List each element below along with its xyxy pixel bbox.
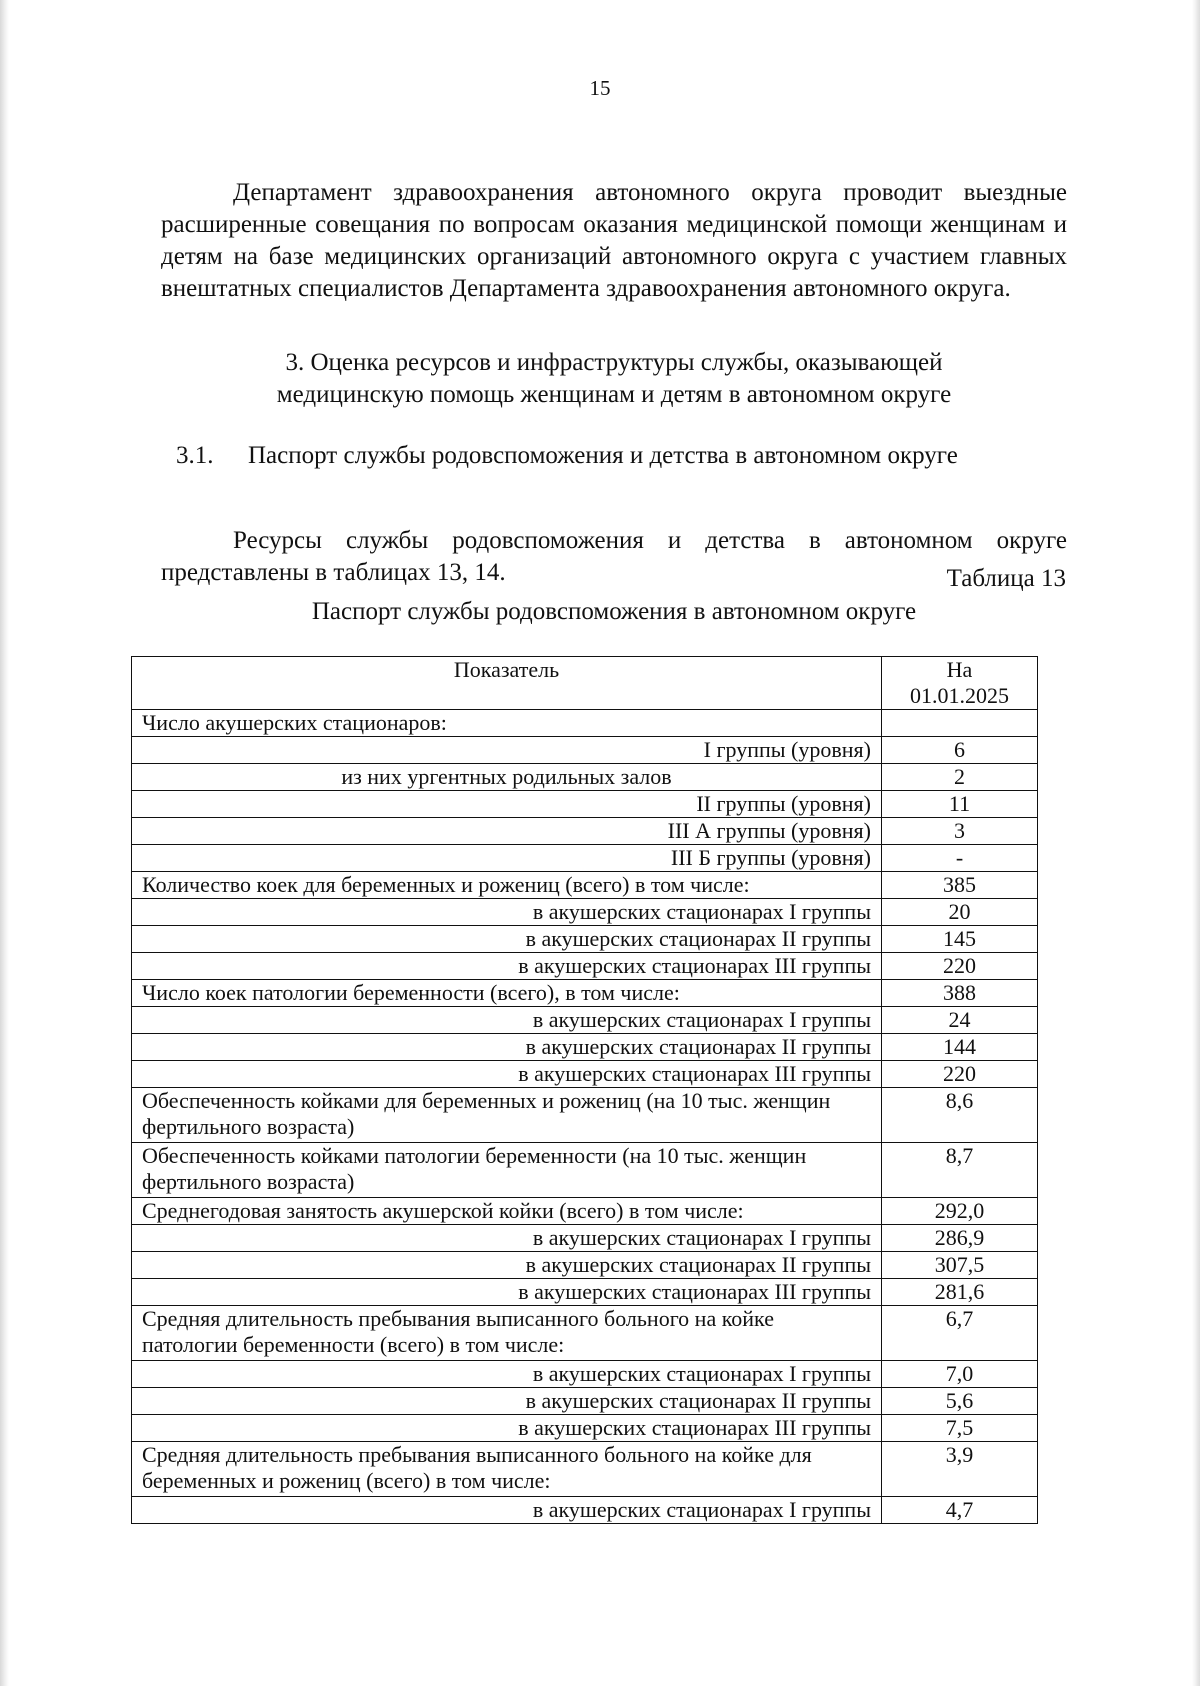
indicator-cell: в акушерских стационарах I группы — [132, 1225, 882, 1252]
table-row — [132, 1143, 1038, 1198]
indicator-cell: в акушерских стационарах I группы — [132, 1361, 882, 1388]
table-row — [132, 926, 1038, 953]
indicator-cell: Обеспеченность койками для беременных и рожениц (на 10 тыс. женщин фертильного возраста) — [132, 1088, 882, 1143]
indicator-cell: Обеспеченность койками патологии беременности (на 10 тыс. женщин фертильного возраста) — [132, 1143, 882, 1198]
table-row — [132, 980, 1038, 1007]
table-row — [132, 899, 1038, 926]
passport-table — [131, 656, 1038, 1524]
table-row — [132, 1442, 1038, 1497]
table-row — [132, 1225, 1038, 1252]
value-cell: 145 — [882, 926, 1038, 953]
subsection-heading — [176, 440, 1076, 472]
value-cell: 7,5 — [882, 1415, 1038, 1442]
value-cell: 11 — [882, 791, 1038, 818]
value-cell: 7,0 — [882, 1361, 1038, 1388]
table-row — [132, 1252, 1038, 1279]
table-row — [132, 1198, 1038, 1225]
value-cell: 3 — [882, 818, 1038, 845]
subsection-number: 3.1. — [176, 442, 214, 469]
value-cell: 2 — [882, 764, 1038, 791]
table-row — [132, 764, 1038, 791]
value-cell: 8,6 — [882, 1088, 1038, 1143]
table-row — [132, 1497, 1038, 1524]
value-cell: 20 — [882, 899, 1038, 926]
indicator-cell: Число коек патологии беременности (всего), в том числе: — [132, 980, 882, 1007]
table-title: Паспорт службы родовспоможения в автономном округе — [311, 598, 917, 625]
indicator-cell: II группы (уровня) — [132, 791, 882, 818]
value-cell: 3,9 — [882, 1442, 1038, 1497]
table-label: Таблица 13 — [946, 565, 1066, 592]
value-cell: 6 — [882, 737, 1038, 764]
table-row — [132, 1361, 1038, 1388]
table-row — [132, 818, 1038, 845]
header-date — [882, 657, 1038, 710]
value-cell: 385 — [882, 872, 1038, 899]
indicator-cell: в акушерских стационарах III группы — [132, 1279, 882, 1306]
table-row — [132, 1306, 1038, 1361]
intro-paragraph: Департамент здравоохранения автономного округа проводит выездные расширенные совещания по вопросам оказания медицинской помощи женщинам и детям на базе медицинских организаций автономного округа с участием главных внештатных специалистов Департамента здравоохранения автономного округа. — [161, 179, 1067, 302]
indicator-cell: в акушерских стационарах III группы — [132, 1061, 882, 1088]
indicator-cell: в акушерских стационарах II группы — [132, 1252, 882, 1279]
table-row — [132, 737, 1038, 764]
table-row — [132, 872, 1038, 899]
value-cell: 220 — [882, 953, 1038, 980]
table-row — [132, 1007, 1038, 1034]
table-row — [132, 1415, 1038, 1442]
table-row — [132, 1061, 1038, 1088]
table-row — [132, 845, 1038, 872]
value-cell: 144 — [882, 1034, 1038, 1061]
header-indicator: Показатель — [132, 657, 882, 710]
indicator-cell: III Б группы (уровня) — [132, 845, 882, 872]
table-row — [132, 710, 1038, 737]
scan-edge-right — [1192, 0, 1200, 1686]
scan-edge-left — [0, 0, 9, 1686]
table-row — [132, 1034, 1038, 1061]
value-cell: - — [882, 845, 1038, 872]
value-cell: 388 — [882, 980, 1038, 1007]
indicator-cell: III А группы (уровня) — [132, 818, 882, 845]
table-row — [132, 953, 1038, 980]
indicator-cell: в акушерских стационарах III группы — [132, 953, 882, 980]
table-row — [132, 1388, 1038, 1415]
indicator-cell: Средняя длительность пребывания выписанного больного на койке для беременных и рожениц (всего) в том числе: — [132, 1442, 882, 1497]
table-row — [132, 1279, 1038, 1306]
value-cell: 292,0 — [882, 1198, 1038, 1225]
resources-paragraph: Ресурсы службы родовспоможения и детства в автономном округе представлены в таблицах 13, 14. — [161, 527, 1067, 586]
indicator-cell: I группы (уровня) — [132, 737, 882, 764]
value-cell: 220 — [882, 1061, 1038, 1088]
value-cell: 8,7 — [882, 1143, 1038, 1198]
subsection-title: Паспорт службы родовспоможения и детства в автономном округе — [248, 442, 958, 469]
indicator-cell: в акушерских стационарах III группы — [132, 1415, 882, 1442]
table-header-row — [132, 657, 1038, 710]
indicator-cell: в акушерских стационарах II группы — [132, 1034, 882, 1061]
value-cell — [882, 710, 1038, 737]
value-cell: 286,9 — [882, 1225, 1038, 1252]
indicator-cell: в акушерских стационарах I группы — [132, 1007, 882, 1034]
indicator-cell: Количество коек для беременных и рожениц (всего) в том числе: — [132, 872, 882, 899]
indicator-cell: в акушерских стационарах I группы — [132, 899, 882, 926]
value-cell: 6,7 — [882, 1306, 1038, 1361]
indicator-cell: в акушерских стационарах II группы — [132, 1388, 882, 1415]
value-cell: 5,6 — [882, 1388, 1038, 1415]
section-heading-line-1: 3. Оценка ресурсов и инфраструктуры службы, оказывающей — [285, 349, 943, 376]
table-row — [132, 1088, 1038, 1143]
page-number: 15 — [589, 76, 611, 100]
indicator-cell: из них ургентных родильных залов — [132, 764, 882, 791]
table-row — [132, 791, 1038, 818]
section-heading-line-2: медицинскую помощь женщинам и детям в автономном округе — [276, 381, 952, 408]
indicator-cell: в акушерских стационарах I группы — [132, 1497, 882, 1524]
section-heading — [161, 347, 1067, 411]
indicator-cell: Число акушерских стационаров: — [132, 710, 882, 737]
header-date-line-2: 01.01.2025 — [910, 683, 1009, 708]
value-cell: 24 — [882, 1007, 1038, 1034]
indicator-cell: Среднегодовая занятость акушерской койки (всего) в том числе: — [132, 1198, 882, 1225]
header-date-line-1: На — [946, 657, 973, 682]
value-cell: 281,6 — [882, 1279, 1038, 1306]
value-cell: 307,5 — [882, 1252, 1038, 1279]
value-cell: 4,7 — [882, 1497, 1038, 1524]
indicator-cell: в акушерских стационарах II группы — [132, 926, 882, 953]
indicator-cell: Средняя длительность пребывания выписанного больного на койке патологии беременности (всего) в том числе: — [132, 1306, 882, 1361]
